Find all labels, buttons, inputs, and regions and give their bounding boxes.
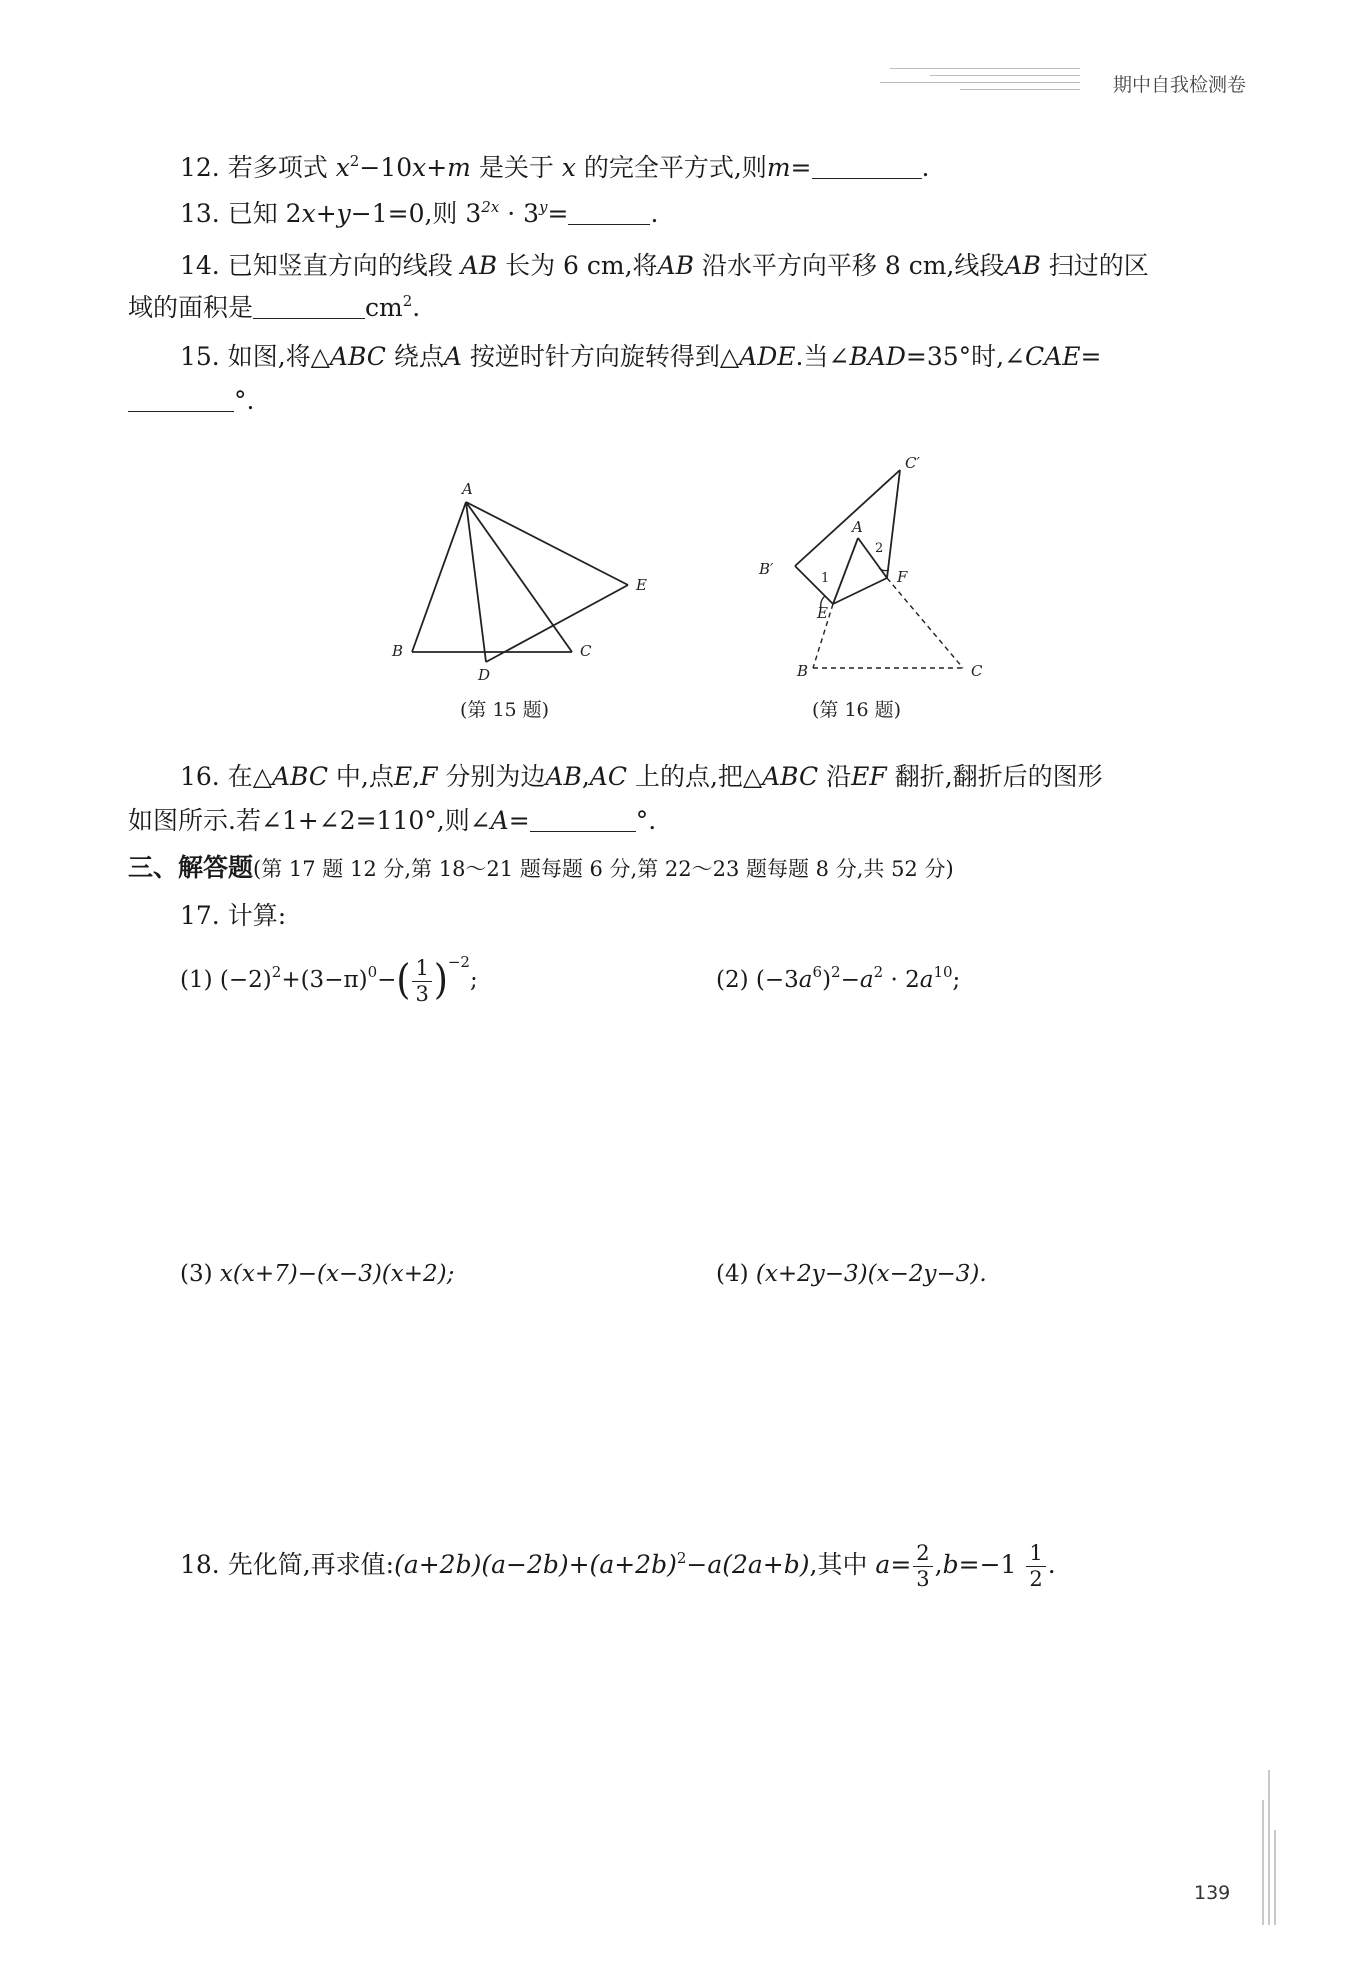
- figure-16: [755, 450, 1005, 690]
- answer-blank-14[interactable]: [253, 296, 365, 319]
- segment-de: [486, 585, 628, 662]
- label-b-prime: B′: [759, 560, 774, 578]
- figure-15-caption: (第 15 题): [460, 699, 550, 721]
- dashed-fc: [887, 578, 963, 668]
- segment-ab: [412, 502, 466, 652]
- page-number: 139: [1194, 1882, 1231, 1904]
- label-c: C: [580, 642, 592, 660]
- figure-16-caption: (第 16 题): [812, 699, 902, 721]
- label-d: D: [478, 666, 491, 684]
- question-16-line1: 16. 在△ABC 中,点E,F 分别为边AB,AC 上的点,把△ABC 沿EF 翻折,翻折后的图形: [180, 762, 1103, 791]
- label-angle-2: 2: [875, 541, 884, 556]
- label-c-prime: C′: [905, 454, 920, 472]
- label-e: E: [636, 576, 647, 594]
- question-17-part-1: (1) $(-2)^2+(3-\pi)^0-$( $\frac{1}{3}$ )$^{-2}$;: [180, 953, 478, 1006]
- question-17-part-4: (4) (x+2y−3)(x−2y−3).: [716, 1261, 987, 1287]
- header-rule-4: [960, 89, 1080, 90]
- answer-blank-13[interactable]: [568, 202, 650, 225]
- question-12: 12. 若多项式 $x^2-10x+m$ 是关于 x 的完全平方式,则m= .: [180, 152, 930, 182]
- label-f: F: [897, 568, 908, 586]
- answer-blank-12[interactable]: [812, 156, 922, 179]
- segment-b-prime-c-prime: [795, 470, 900, 566]
- question-17-part-2: (2) $(-3a^6)^2-a^2 \cdot 2a^{10}$;: [716, 963, 961, 993]
- page-header-title: 期中自我检测卷: [1112, 74, 1246, 96]
- header-rule-1: [890, 68, 1080, 69]
- label-c: C: [971, 662, 983, 680]
- segment-c-prime-f: [887, 470, 900, 578]
- header-rule-3: [880, 82, 1080, 83]
- edge-line-3: [1274, 1830, 1276, 1925]
- edge-line-2: [1268, 1770, 1270, 1925]
- figure-15: [390, 470, 660, 690]
- answer-blank-16[interactable]: [530, 809, 636, 832]
- label-a: A: [852, 518, 863, 536]
- question-13: 13. 已知 2x+y−1=0,则 $3^{2x} \cdot 3^y=$ .: [180, 198, 659, 228]
- label-e: E: [817, 604, 828, 622]
- question-14-line2: 域的面积是 $cm^2$.: [128, 292, 421, 322]
- header-rule-2: [930, 75, 1080, 76]
- segment-ae: [466, 502, 628, 585]
- question-16-line2: 如图所示.若∠1+∠2=110°,则∠A= °.: [128, 806, 657, 835]
- label-angle-1: 1: [821, 571, 830, 586]
- label-b: B: [797, 662, 809, 680]
- question-18: 18. 先化简,再求值$:(a+2b)(a-2b)+(a+2b)^2-a(2a+b)$,其中 a= $\frac{2}{3}$ ,b=−1 $\frac{1}{2}$ .: [180, 1541, 1056, 1591]
- edge-line-1: [1262, 1800, 1264, 1925]
- answer-blank-15[interactable]: [128, 389, 234, 412]
- question-17-title: 17. 计算:: [180, 901, 287, 930]
- question-14-line1: 14. 已知竖直方向的线段 AB 长为 6 cm,将AB 沿水平方向平移 8 cm,线段AB 扫过的区: [180, 251, 1149, 280]
- label-a: A: [462, 480, 473, 498]
- section-3-heading: 三、解答题(第 17 题 12 分,第 18～21 题每题 6 分,第 22～23 题每题 8 分,共 52 分): [128, 853, 954, 882]
- label-b: B: [392, 642, 404, 660]
- question-15-line1: 15. 如图,将△ABC 绕点A 按逆时针方向旋转得到△ADE.当∠BAD=35°时,∠CAE=: [180, 342, 1102, 371]
- question-15-line2: °.: [128, 385, 254, 417]
- question-17-part-3: (3) x(x+7)−(x−3)(x+2);: [180, 1261, 455, 1287]
